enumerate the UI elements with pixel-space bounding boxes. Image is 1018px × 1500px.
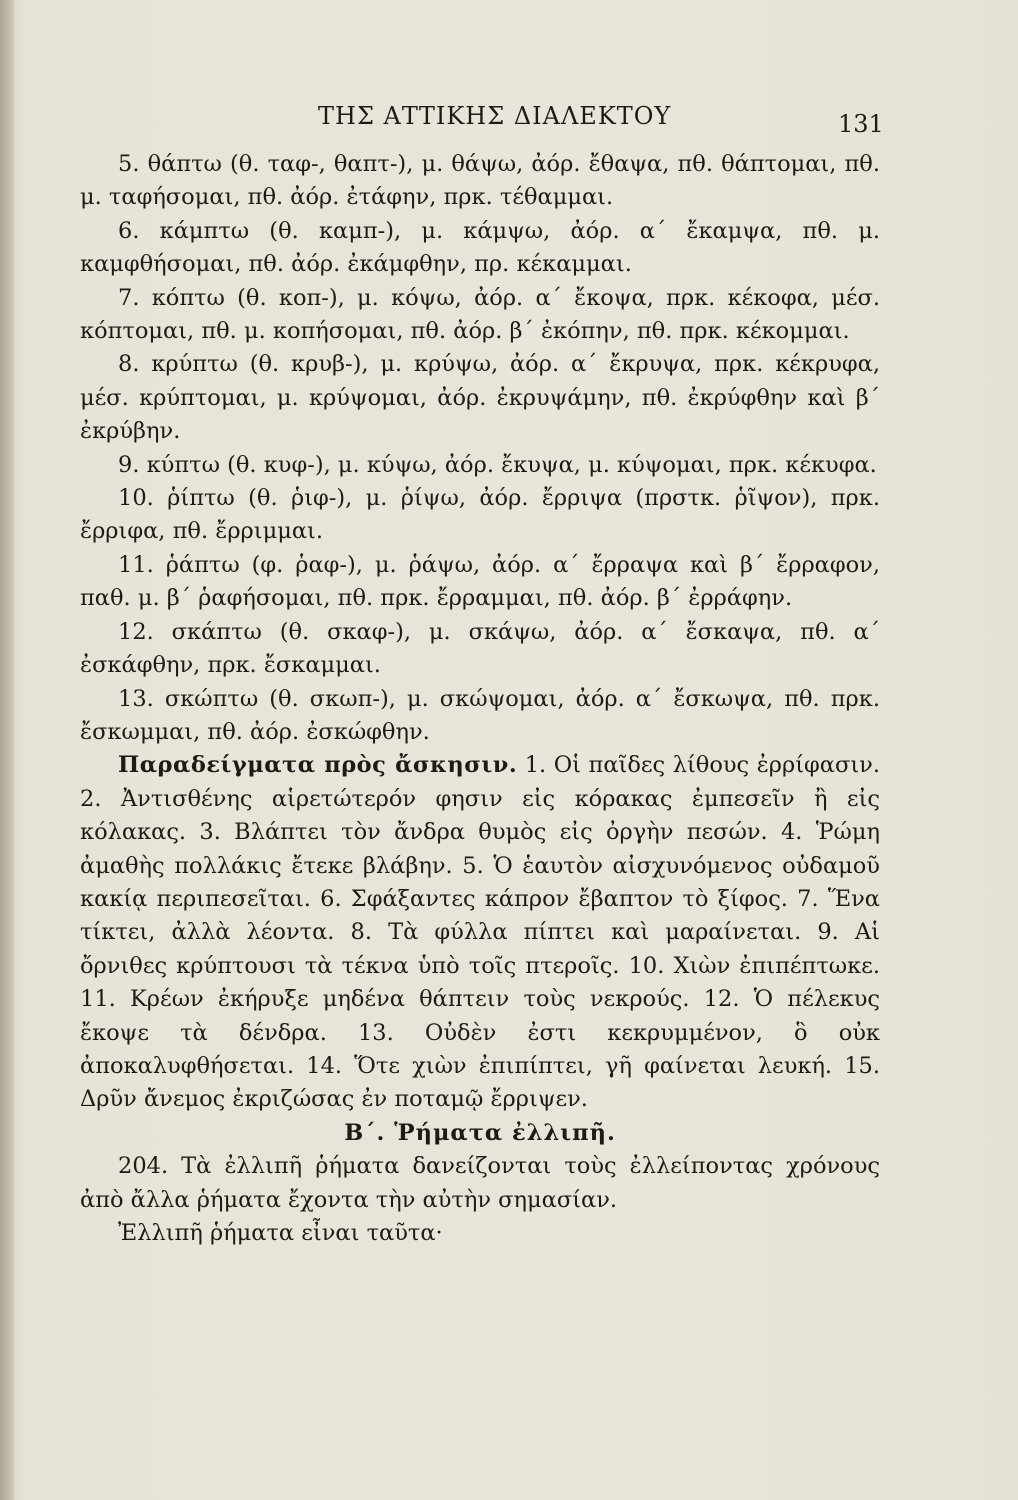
exercise-text: 1. Οἱ παῖδες λίθους ἐρρίφασιν. 2. Ἀντισθένης αἱρετώτερόν φησιν εἰς κόρακας ἐμπεσεῖν ἢ εἰς κόλακας. 3. Βλάπτει τὸν ἄνδρα θυμὸς εἰς ὀργὴν πεσών. 4. Ῥώμη ἀμαθὴς πολλάκις ἔτεκε βλάβην. 5. Ὁ ἑαυτὸν αἰσχυνόμενος οὐδαμοῦ κακίᾳ περιπεσεῖται. 6. Σφάξαντες κάπρον ἔβαπτον τὸ ξίφος. 7. Ἕνα τίκτει, ἀλλὰ λέοντα. 8. Τὰ φύλλα πίπτει καὶ μαραίνεται. 9. Αἱ ὄρνιθες κρύπτουσι τὰ τέκνα ὑπὸ τοῖς πτεροῖς. 10. Χιὼν ἐπιπέπτωκε. 11. Κρέων ἐκήρυξε μηδένα θάπτειν τοὺς νεκρούς. 12. Ὁ πέλεκυς ἔκοψε τὰ δένδρα. 13. Οὐδὲν ἐστι κεκρυμμένον, ὃ οὐκ ἀποκαλυφθήσεται. 14. Ὅτε χιὼν ἐπιπίπτει, γῆ φαίνεται λευκή. 15. Δρῦν ἄνεμος ἐκριζώσας ἐν ποταμῷ ἔρριψεν. <box>80 752 881 1113</box>
page-gutter <box>0 0 14 1500</box>
subsection-heading: Β΄. Ῥήματα ἐλλιπῆ. <box>344 1119 616 1146</box>
verb-entry-11: 11. ῥάπτω (φ. ῥαφ-), μ. ῥάψω, ἀόρ. α΄ ἔρραψα καὶ β΄ ἔρραφον, παθ. μ. β΄ ῥαφήσομαι, πθ. πρκ. ἔρραμμαι, πθ. ἀόρ. β΄ ἐρράφην. <box>80 551 880 612</box>
verb-entry-9: 9. κύπτω (θ. κυφ-), μ. κύψω, ἀόρ. ἔκυψα, μ. κύψομαι, πρκ. κέκυφα. <box>118 451 877 478</box>
verb-entry-5: 5. θάπτω (θ. ταφ-, θαπτ-), μ. θάψω, ἀόρ. ἔθαψα, πθ. θάπτομαι, πθ. μ. ταφήσομαι, πθ. ἀόρ. ἐτάφην, πρκ. τέθαμμαι. <box>80 151 880 211</box>
closing-line: Ἐλλιπῆ ῥήματα εἶναι ταῦτα· <box>118 1220 443 1246</box>
verb-entry-12: 12. σκάπτω (θ. σκαφ-), μ. σκάψω, ἀόρ. α΄ ἔσκαψα, πθ. α΄ ἐσκάφθην, πρκ. ἔσκαμμαι. <box>80 618 880 679</box>
verb-entry-7: 7. κόπτω (θ. κοπ-), μ. κόψω, ἀόρ. α΄ ἔκοψα, πρκ. κέκοφα, μέσ. κόπτομαι, πθ. μ. κοπήσομαι, πθ. ἀόρ. β΄ ἐκόπην, πθ. πρκ. κέκομμαι. <box>80 284 880 345</box>
running-title: ΤΗΣ ΑΤΤΙΚΗΣ ΔΙΑΛΕΚΤΟΥ <box>318 102 672 130</box>
paragraph-204: 204. Τὰ ἐλλιπῆ ῥήματα δανείζονται τοὺς ἐλλείποντας χρόνους ἀπὸ ἄλλα ῥήματα ἔχοντα τὴν αὐτὴν σημασίαν. <box>80 1153 880 1213</box>
verb-entry-13: 13. σκώπτω (θ. σκωπ-), μ. σκώψομαι, ἀόρ. α΄ ἔσκωψα, πθ. πρκ. ἔσκωμμαι, πθ. ἀόρ. ἐσκώφθην. <box>80 685 880 745</box>
exercise-paragraph <box>80 749 880 1116</box>
verb-entry-10: 10. ῥίπτω (θ. ῥιφ-), μ. ῥίψω, ἀόρ. ἔρριψα (πρστκ. ῥῖψον), πρκ. ἔρριφα, πθ. ἔρριμμαι. <box>80 485 880 545</box>
verb-entry-8: 8. κρύπτω (θ. κρυβ-), μ. κρύψω, ἀόρ. α΄ ἔκρυψα, πρκ. κέκρυφα, μέσ. κρύπτομαι, μ. κρύψομαι, ἀόρ. ἐκρυψάμην, πθ. ἐκρύφθην καὶ β΄ ἐκρύβην. <box>80 351 880 445</box>
page-header <box>0 102 1018 142</box>
verb-entry-6: 6. κάμπτω (θ. καμπ-), μ. κάμψω, ἀόρ. α΄ ἔκαμψα, πθ. μ. καμφθήσομαι, πθ. ἀόρ. ἐκάμφθην, πρ. κέκαμμαι. <box>80 217 880 278</box>
page-body <box>80 148 880 1250</box>
exercise-heading: Παραδείγματα πρὸς ἄσκησιν. <box>118 752 518 779</box>
page-number: 131 <box>838 110 884 138</box>
